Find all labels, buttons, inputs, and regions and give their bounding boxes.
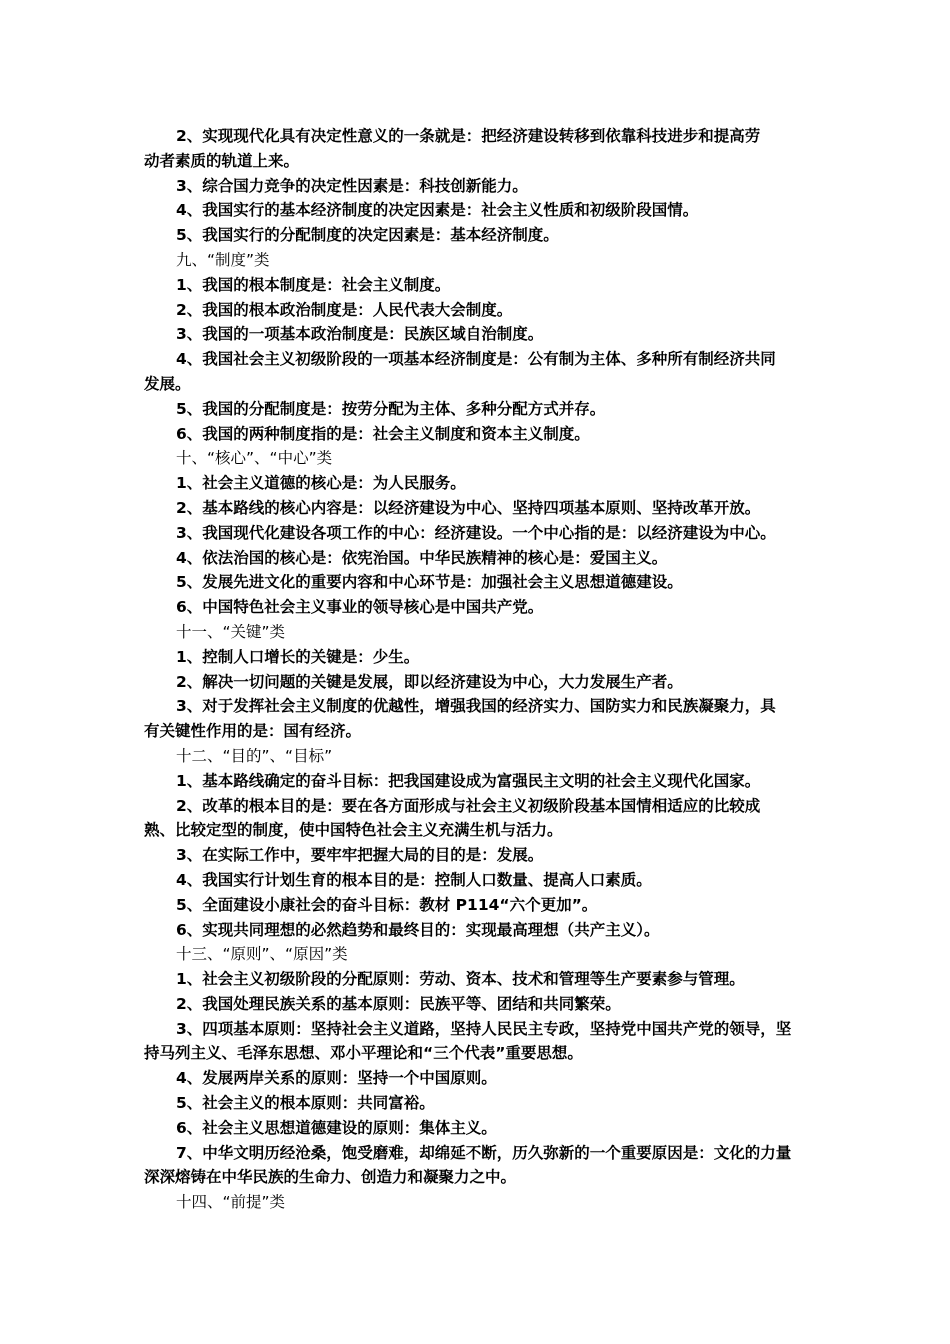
section-heading: 十一、“关键”类 [176, 622, 286, 641]
text-line: 5、社会主义的根本原则：共同富裕。 [176, 1094, 435, 1113]
text-line: 熟、比较定型的制度，使中国特色社会主义充满生机与活力。 [144, 821, 563, 840]
text-line: 2、基本路线的核心内容是：以经济建设为中心、坚持四项基本原则、坚持改革开放。 [176, 498, 761, 517]
text-line: 5、发展先进文化的重要内容和中心环节是：加强社会主义思想道德建设。 [176, 573, 683, 592]
text-line: 6、实现共同理想的必然趋势和最终目的：实现最高理想（共产主义）。 [176, 920, 660, 939]
text-line: 1、我国的根本制度是：社会主义制度。 [176, 275, 451, 294]
text-line: 4、发展两岸关系的原则：坚持一个中国原则。 [176, 1069, 497, 1088]
section-heading: 十二、“目的”、“目标” [176, 746, 333, 765]
section-heading: 九、“制度”类 [176, 250, 270, 269]
text-line: 4、依法治国的核心是：依宪治国。中华民族精神的核心是：爱国主义。 [176, 548, 668, 567]
text-line: 3、我国现代化建设各项工作的中心：经济建设。一个中心指的是：以经济建设为中心。 [176, 523, 776, 542]
text-line: 3、四项基本原则：坚持社会主义道路，坚持人民民主专政，坚持党中国共产党的领导，坚 [176, 1019, 792, 1038]
section-heading: 十、“核心”、“中心”类 [176, 449, 333, 468]
text-line: 深深熔铸在中华民族的生命力、创造力和凝聚力之中。 [144, 1168, 517, 1187]
text-line: 发展。 [144, 374, 191, 393]
text-line: 5、我国实行的分配制度的决定因素是：基本经济制度。 [176, 226, 559, 245]
text-line: 4、我国实行计划生育的根本目的是：控制人口数量、提高人口素质。 [176, 870, 652, 889]
text-line: 1、社会主义初级阶段的分配原则：劳动、资本、技术和管理等生产要素参与管理。 [176, 970, 745, 989]
text-line: 5、我国的分配制度是：按劳分配为主体、多种分配方式并存。 [176, 399, 606, 418]
text-line: 6、中国特色社会主义事业的领导核心是中国共产党。 [176, 598, 544, 617]
text-line: 持马列主义、毛泽东思想、邓小平理论和“三个代表”重要思想。 [144, 1044, 583, 1063]
text-line: 6、我国的两种制度指的是：社会主义制度和资本主义制度。 [176, 424, 590, 443]
text-line: 3、综合国力竞争的决定性因素是：科技创新能力。 [176, 176, 528, 195]
text-line: 6、社会主义思想道德建设的原则：集体主义。 [176, 1118, 497, 1137]
section-heading: 十四、“前提”类 [176, 1193, 286, 1212]
section-heading: 十三、“原则”、“原因”类 [176, 945, 348, 964]
text-line: 4、我国实行的基本经济制度的决定因素是：社会主义性质和初级阶段国情。 [176, 201, 699, 220]
text-line: 2、实现现代化具有决定性意义的一条就是：把经济建设转移到依靠科技进步和提高劳 [176, 127, 761, 145]
text-line: 2、我国处理民族关系的基本原则：民族平等、团结和共同繁荣。 [176, 994, 621, 1013]
document-body [144, 124, 810, 1215]
text-line: 4、我国社会主义初级阶段的一项基本经济制度是：公有制为主体、多种所有制经济共同 [176, 350, 776, 369]
text-line: 3、我国的一项基本政治制度是：民族区域自治制度。 [176, 325, 544, 344]
text-line: 有关键性作用的是：国有经济。 [144, 722, 362, 741]
text-line: 2、解决一切问题的关键是发展，即以经济建设为中心，大力发展生产者。 [176, 672, 683, 691]
text-line: 1、社会主义道德的核心是：为人民服务。 [176, 474, 466, 493]
text-line: 2、改革的根本目的是：要在各方面形成与社会主义初级阶段基本国情相适应的比较成 [176, 796, 761, 815]
text-line: 动者素质的轨道上来。 [144, 151, 300, 170]
text-line: 2、我国的根本政治制度是：人民代表大会制度。 [176, 300, 513, 319]
text-line: 7、中华文明历经沧桑，饱受磨难，却绵延不断，历久弥新的一个重要原因是：文化的力量 [176, 1143, 792, 1162]
text-line: 1、控制人口增长的关键是：少生。 [176, 647, 420, 666]
text-line: 3、对于发挥社会主义制度的优越性，增强我国的经济实力、国防实力和民族凝聚力，具 [176, 697, 776, 716]
text-line: 1、基本路线确定的奋斗目标：把我国建设成为富强民主文明的社会主义现代化国家。 [176, 771, 761, 790]
text-line: 3、在实际工作中，要牢牢把握大局的目的是：发展。 [176, 846, 544, 865]
text-line: 5、全面建设小康社会的奋斗目标：教材 P114“六个更加”。 [176, 895, 598, 914]
